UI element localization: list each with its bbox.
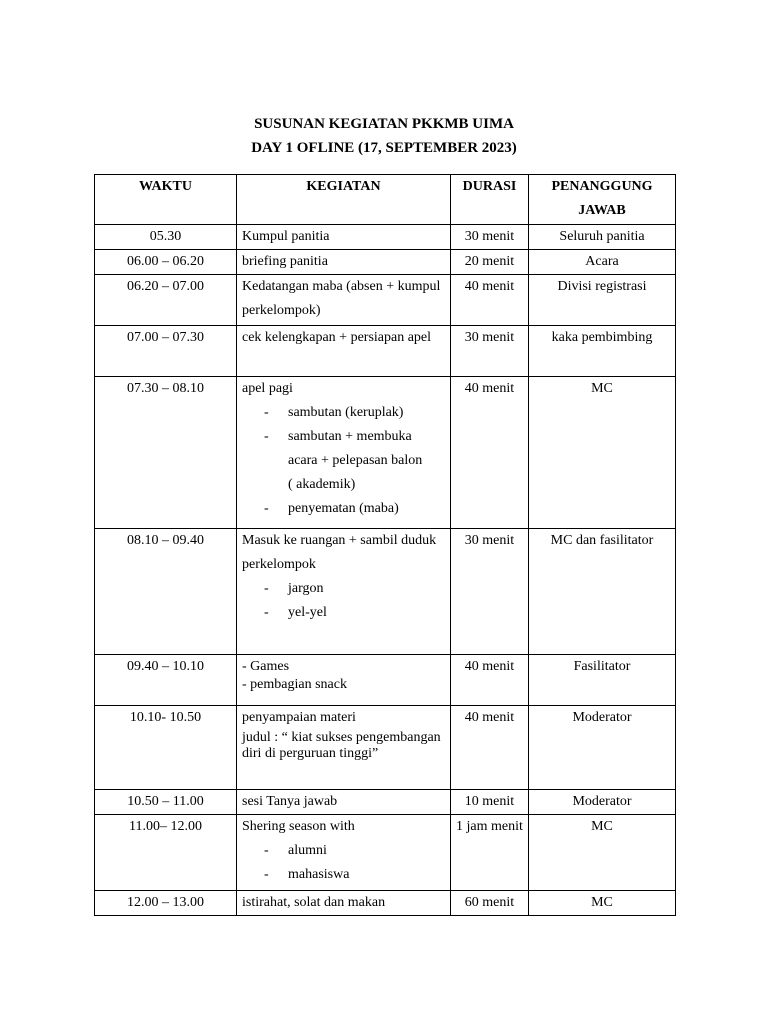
list-item: - penyematan (maba) xyxy=(242,497,445,521)
cell-kegiatan xyxy=(237,706,451,790)
cell-durasi: 10 menit xyxy=(451,790,529,815)
cell-durasi: 1 jam menit xyxy=(451,815,529,891)
activity-list xyxy=(242,839,445,887)
header-penanggung-jawab: PENANGGUNG JAWAB xyxy=(529,175,676,225)
list-item: - mahasiswa xyxy=(242,863,445,887)
activity-title: penyampaian materi xyxy=(242,710,356,725)
cell-penanggung-jawab: Seluruh panitia xyxy=(529,225,676,250)
cell-waktu: 11.00– 12.00 xyxy=(95,815,237,891)
cell-kegiatan: cek kelengkapan + persiapan apel xyxy=(237,326,451,377)
activity-title: apel pagi xyxy=(242,381,293,396)
page-title: SUSUNAN KEGIATAN PKKMB UIMA xyxy=(254,116,514,132)
cell-waktu: 07.30 – 08.10 xyxy=(95,377,237,529)
activity-note: judul : “ kiat sukses pengembangan diri di perguruan tinggi” xyxy=(242,730,441,761)
activity-list xyxy=(242,401,445,521)
cell-waktu: 09.40 – 10.10 xyxy=(95,655,237,706)
cell-kegiatan xyxy=(237,655,451,706)
table-row xyxy=(95,250,676,275)
cell-waktu: 10.50 – 11.00 xyxy=(95,790,237,815)
cell-waktu: 06.00 – 06.20 xyxy=(95,250,237,275)
cell-waktu: 12.00 – 13.00 xyxy=(95,891,237,916)
cell-durasi: 30 menit xyxy=(451,529,529,655)
cell-durasi: 40 menit xyxy=(451,377,529,529)
table-header-row xyxy=(95,175,676,225)
cell-kegiatan: istirahat, solat dan makan xyxy=(237,891,451,916)
cell-penanggung-jawab: Moderator xyxy=(529,790,676,815)
cell-kegiatan: Kumpul panitia xyxy=(237,225,451,250)
cell-penanggung-jawab: MC xyxy=(529,891,676,916)
cell-durasi: 30 menit xyxy=(451,326,529,377)
cell-kegiatan: sesi Tanya jawab xyxy=(237,790,451,815)
table-row xyxy=(95,529,676,655)
cell-penanggung-jawab: MC xyxy=(529,815,676,891)
header-kegiatan: KEGIATAN xyxy=(237,175,451,225)
cell-durasi: 40 menit xyxy=(451,275,529,326)
cell-durasi: 40 menit xyxy=(451,655,529,706)
cell-kegiatan xyxy=(237,377,451,529)
table-row xyxy=(95,275,676,326)
cell-durasi: 20 menit xyxy=(451,250,529,275)
activity-title: Shering season with xyxy=(242,819,355,834)
cell-penanggung-jawab: MC xyxy=(529,377,676,529)
table-row xyxy=(95,377,676,529)
table-row xyxy=(95,790,676,815)
cell-durasi: 60 menit xyxy=(451,891,529,916)
table-row xyxy=(95,655,676,706)
cell-waktu: 07.00 – 07.30 xyxy=(95,326,237,377)
cell-penanggung-jawab: Moderator xyxy=(529,706,676,790)
list-item: - alumni xyxy=(242,839,445,863)
table-row xyxy=(95,815,676,891)
cell-waktu: 05.30 xyxy=(95,225,237,250)
cell-kegiatan: briefing panitia xyxy=(237,250,451,275)
list-item: - yel-yel xyxy=(242,601,445,625)
list-item: acara + pelepasan balon xyxy=(288,453,423,468)
table-row xyxy=(95,891,676,916)
list-item: - sambutan + membuka xyxy=(242,425,445,449)
activity-list xyxy=(242,577,445,625)
activity-line: - Games xyxy=(242,659,290,674)
schedule-table xyxy=(94,174,676,916)
cell-penanggung-jawab: Acara xyxy=(529,250,676,275)
cell-penanggung-jawab: MC dan fasilitator xyxy=(529,529,676,655)
cell-penanggung-jawab: kaka pembimbing xyxy=(529,326,676,377)
page-subtitle: DAY 1 OFLINE (17, SEPTEMBER 2023) xyxy=(251,140,517,156)
cell-waktu: 10.10- 10.50 xyxy=(95,706,237,790)
table-row xyxy=(95,326,676,377)
header-durasi: DURASI xyxy=(451,175,529,225)
cell-durasi: 30 menit xyxy=(451,225,529,250)
table-row xyxy=(95,225,676,250)
cell-kegiatan: Kedatangan maba (absen + kumpul perkelompok) xyxy=(237,275,451,326)
list-item: - jargon xyxy=(242,577,445,601)
table-row xyxy=(95,706,676,790)
list-item: - sambutan (keruplak) xyxy=(242,401,445,425)
cell-kegiatan xyxy=(237,529,451,655)
cell-waktu: 08.10 – 09.40 xyxy=(95,529,237,655)
header-waktu: WAKTU xyxy=(95,175,237,225)
list-item: ( akademik) xyxy=(288,477,356,492)
activity-title: Masuk ke ruangan + sambil duduk perkelompok xyxy=(242,533,437,572)
cell-penanggung-jawab: Divisi registrasi xyxy=(529,275,676,326)
cell-waktu: 06.20 – 07.00 xyxy=(95,275,237,326)
cell-durasi: 40 menit xyxy=(451,706,529,790)
cell-penanggung-jawab: Fasilitator xyxy=(529,655,676,706)
activity-line: - pembagian snack xyxy=(242,677,347,692)
cell-kegiatan xyxy=(237,815,451,891)
